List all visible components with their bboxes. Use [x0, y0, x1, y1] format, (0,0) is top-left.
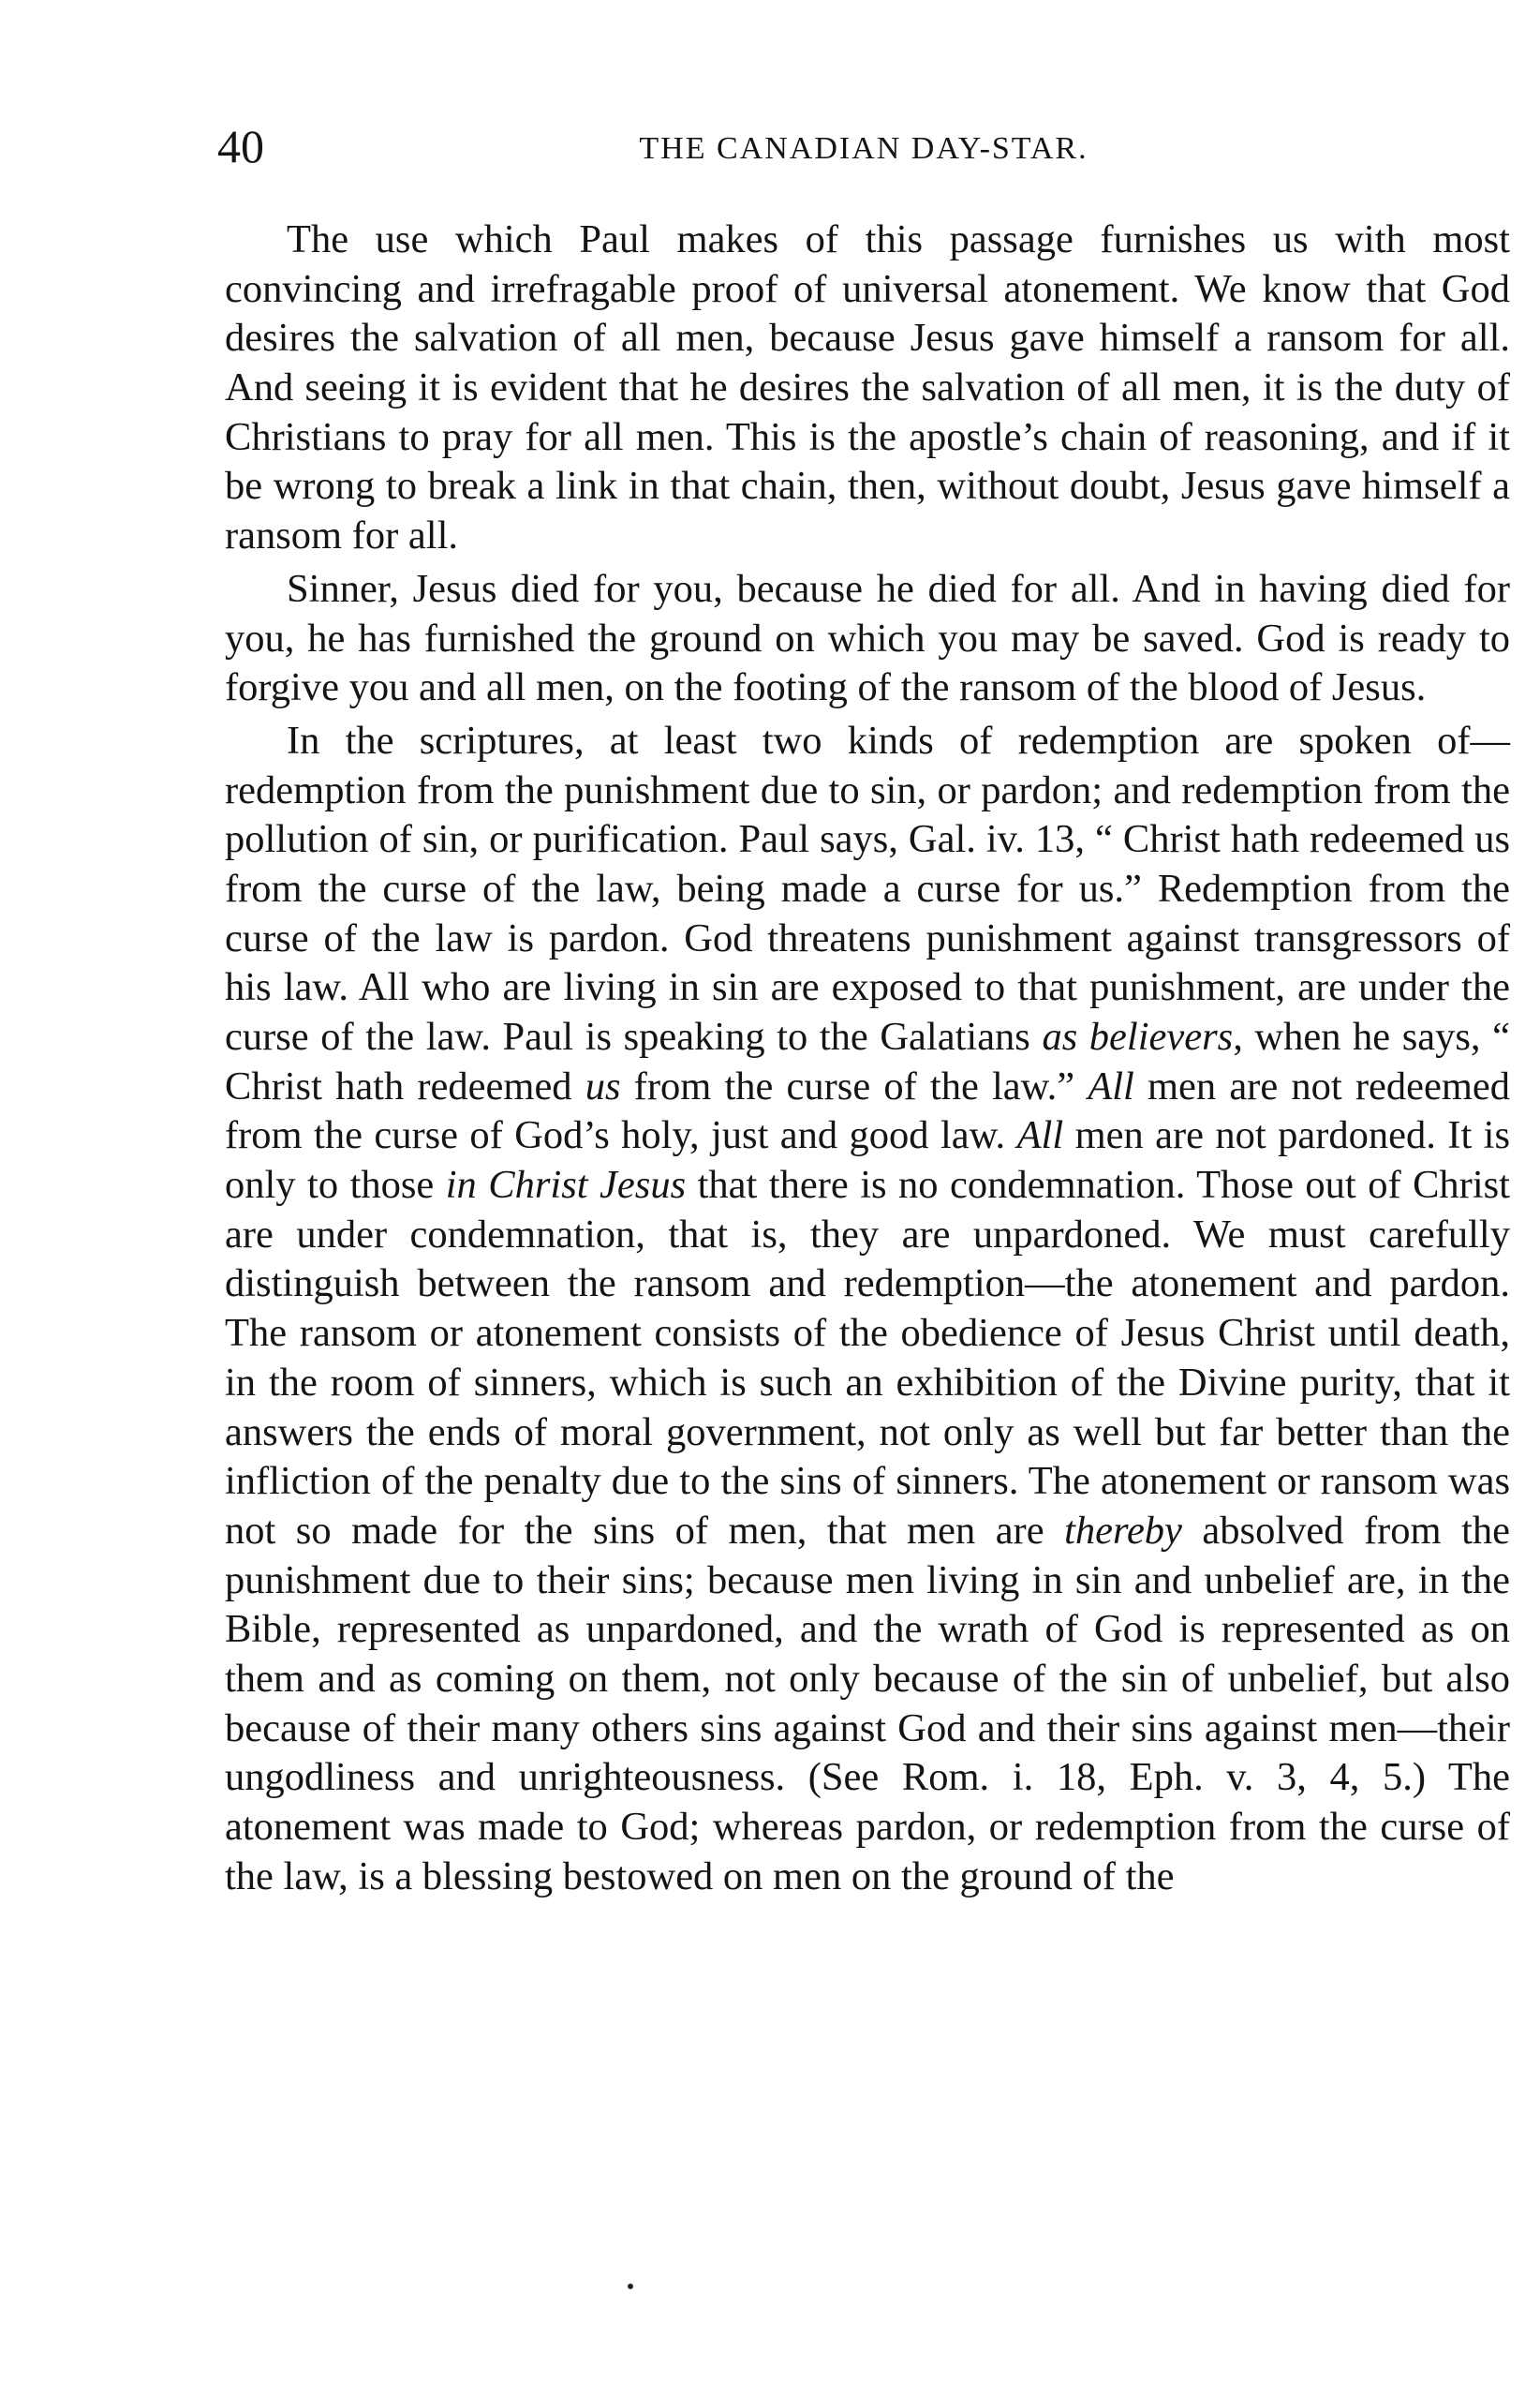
text-segment: , when he says, “ Christ hath redeemed [225, 1015, 1510, 1109]
text-segment: men are not redeemed from the curse of God’s holy, just and good law. [225, 1064, 1510, 1158]
text-segment: In the scriptures, at least two kinds of redemption are spoken of—redemption from the punishment due to sin, or pardon; and redemption from the pollution of sin, or purification. Paul says, Gal. iv. 13, “ Christ hath redeemed us from the curse of the law, being made a curse for us.” Redemption from the curse of the law is pardon. God threatens punishment against transgressors of his law. All who are living in sin are exposed to that punishment, are under the curse of the law. Paul is speaking to the Galatians [225, 718, 1510, 1059]
italic-phrase: us [585, 1064, 621, 1109]
text-segment: absolved from the punishment due to their sins; because men living in sin and unbelief are, in the Bible, represented as unpardoned, and the wrath of God is represented as on them and as coming on them, not only because of the sin of unbelief, but also because of their many others sins against God and their sins against men—their ungodliness and unrighteousness. (See Rom. i. 18, Eph. v. 3, 4, 5.) The atonement was made to God; whereas pardon, or redemption from the curse of the law, is a blessing bestowed on men on the ground of the [225, 1508, 1510, 1898]
text-segment: from the curse of the law.” [620, 1064, 1088, 1109]
page-header [217, 118, 1510, 184]
italic-phrase: All [1016, 1113, 1064, 1158]
print-mark-dot [628, 2284, 633, 2289]
paragraph-3 [225, 717, 1510, 1902]
italic-phrase: All [1088, 1064, 1134, 1109]
body-text [225, 216, 1510, 1901]
page-number: 40 [217, 120, 264, 172]
italic-phrase: in Christ Jesus [445, 1163, 687, 1208]
paragraph-2: Sinner, Jesus died for you, because he died for all. And in having died for you, he has furnished the ground on which you may be saved. God is ready to forgive you and all men, on the footing of the ransom of the blood of Jesus. [225, 566, 1510, 710]
text-segment: that there is no condemnation. Those out of Christ are under condemnation, that is, they are unpardoned. We must carefully distinguish between the ransom and redemption—the atonement and pardon. The ransom or atonement consists of the obedience of Jesus Christ until death, in the room of sinners, which is such an exhibition of the Divine purity, that it answers the ends of moral government, not only as well but far better than the infliction of the penalty due to the sins of sinners. The atonement or ransom was not so made for the sins of men, that men are [225, 1163, 1510, 1553]
paragraph-1: The use which Paul makes of this passage furnishes us with most convincing and irrefragable proof of universal atonement. We know that God desires the salvation of all men, because Jesus gave himself a ransom for all. And seeing it is evident that he desires the salvation of all men, it is the duty of Christians to pray for all men. This is the apostle’s chain of reasoning, and if it be wrong to break a link in that chain, then, without doubt, Jesus gave himself a ransom for all. [225, 217, 1510, 558]
italic-phrase: as believers [1042, 1015, 1234, 1059]
text-segment: men are not pardoned. It is only to those [225, 1113, 1511, 1208]
italic-phrase: thereby [1064, 1508, 1182, 1553]
running-title: THE CANADIAN DAY-STAR. [639, 131, 1088, 166]
